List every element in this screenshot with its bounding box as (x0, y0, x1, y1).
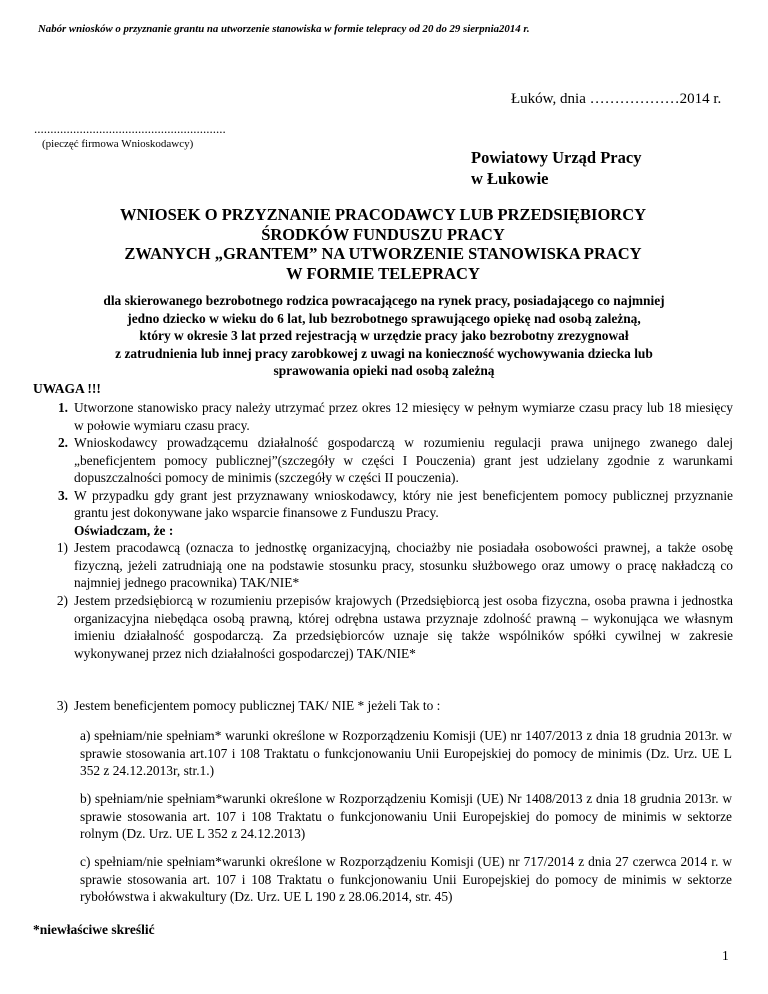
note-item (33, 487, 733, 522)
sub-item-c: c) spełniam/nie spełniam*warunki określone w Rozporządzeniu Komisji (UE) nr 717/2014 z dnia 27 czerwca 2014 r. w sprawie stosowania art. 107 i 108 Traktatu o funkcjonowaniu Unii Europejskiej do pomocy de minimis w sektorze rybołówstwa i akwakultury (Dz. Urz. UE L 190 z 28.06.2014, str. 45) (80, 854, 732, 904)
stamp-line: ........................................................... (34, 121, 226, 136)
declaration-list (33, 592, 733, 662)
note-text: W przypadku gdy grant jest przyznawany wnioskodawcy, który nie jest beneficjentem pomocy publicznej przyznanie grantu jest dokonywane jako wsparcie finansowe z Funduszu Pracy. (74, 487, 733, 520)
title-line-4: W FORMIE TELEPRACY (286, 263, 480, 283)
declaration-list (33, 697, 733, 715)
subtitle-line-2: jedno dziecko w wieku do 6 lat, lub bezrobotnego sprawującego opiekę nad osobą zależną, (127, 310, 641, 326)
stamp-label: (pieczęć firmowa Wnioskodawcy) (42, 138, 194, 150)
declaration-heading: Oświadczam, że : (74, 522, 174, 538)
subtitle-line-1: dla skierowanego bezrobotnego rodzica powracającego na rynek pracy, posiadającego co najmniej (103, 293, 665, 308)
note-text: Utworzone stanowisko pracy należy utrzymać przez okres 12 miesięcy w pełnym wymiarze czasu pracy lub 18 miesięcy w połowie wymiaru czasu pracy. (74, 400, 733, 433)
note-number: 3. (57, 487, 68, 503)
declaration-item (33, 539, 733, 592)
note-number: 2. (57, 435, 68, 450)
declaration-number: 1) (56, 540, 68, 555)
declaration-text: Jestem beneficjentem pomocy publicznej TAK/ NIE * jeżeli Tak to : (74, 698, 441, 713)
note-number: 1. (57, 400, 68, 415)
document-subtitle (40, 292, 728, 380)
office-address (471, 147, 641, 189)
note-item (33, 399, 733, 434)
declaration-text: Jestem przedsiębiorcą w rozumieniu przepisów krajowych (Przedsiębiorcą jest osoba fizyczna, osoba prawna i jednostka organizacyjna niebędąca osobą prawną, której odrębna ustawa przyznaje zdolność prawną – wykonująca we własnym imieniu działalność gospodarczą. Za przedsiębiorców uznaje się także wspólników spółki cywilnej w zakresie wykonywanej przez nich działalności gospodarczej) TAK/NIE* (74, 593, 733, 661)
title-line-3: ZWANYCH „GRANTEM” NA UTWORZENIE STANOWISKA PRACY (124, 244, 642, 263)
notes-list (33, 399, 733, 592)
note-text: Wnioskodawcy prowadzącemu działalność gospodarczą w rozumieniu regulacji prawa unijnego zwanego dalej „beneficjentem pomocy publicznej”(szczegóły w części I Pouczenia) grant jest udzielany zgodnie z warunkami dopuszczalności pomocy de minimis (szczegóły w części II pouczenia). (74, 435, 733, 485)
subtitle-line-5: sprawowania opieki nad osobą zależną (273, 363, 495, 378)
sub-item-a: a) spełniam/nie spełniam* warunki określone w Rozporządzeniu Komisji (UE) nr 1407/2013 z dnia 18 grudnia 2013r. w sprawie stosowania art.107 i 108 Traktatu o funkcjonowaniu Unii Europejskiej do pomocy de minimis (Dz. Urz. UE L 352 z 24.12.2013r, str.1.) (80, 728, 732, 778)
declaration-text: Jestem pracodawcą (oznacza to jednostkę organizacyjną, chociażby nie posiadała osobowości prawnej, a także osobę fizyczną, jeżeli zatrudniają one na podstawie stosunku pracy, stosunku służbowego oraz umowy o pracę nakładczą co najmniej jednego pracownika) TAK/NIE* (74, 540, 733, 590)
note-item (33, 434, 733, 487)
sub-item-b: b) spełniam/nie spełniam*warunki określone w Rozporządzeniu Komisji (UE) Nr 1408/2013 z dnia 18 grudnia 2013r. w sprawie stosowania art. 107 i 108 Traktatu o funkcjonowaniu Unii Europejskiej do pomocy de minimis w sektorze rolnym (Dz. Urz. UE L 352 z 24.12.2013) (80, 791, 732, 841)
warning-heading: UWAGA !!! (33, 381, 101, 396)
declaration-number: 3) (56, 698, 68, 713)
office-line-1: Powiatowy Urząd Pracy (471, 148, 642, 167)
declaration-number: 2) (56, 593, 68, 608)
footnote: *niewłaściwe skreślić (33, 922, 155, 937)
document-title (60, 205, 706, 283)
subtitle-line-4: z zatrudnienia lub innej pracy zarobkowej z uwagi na konieczność wychowywania dziecka lub (115, 345, 653, 361)
declaration-item (33, 697, 733, 715)
page-number: 1 (722, 948, 729, 963)
subtitle-line-3: który w okresie 3 lat przed rejestracją w urzędzie pracy jako bezrobotny zrezygnował (139, 328, 629, 343)
title-line-1: WNIOSEK O PRZYZNANIE PRACODAWCY LUB PRZEDSIĘBIORCY (119, 205, 647, 224)
title-line-2: ŚRODKÓW FUNDUSZU PRACY (261, 224, 505, 244)
office-line-2: w Łukowie (471, 169, 549, 188)
place-date: Łuków, dnia ………………2014 r. (511, 91, 722, 107)
declaration-item (33, 592, 733, 662)
header-note: Nabór wniosków o przyznanie grantu na utworzenie stanowiska w formie telepracy od 20 do 29 sierpnia2014 r. (38, 23, 530, 35)
